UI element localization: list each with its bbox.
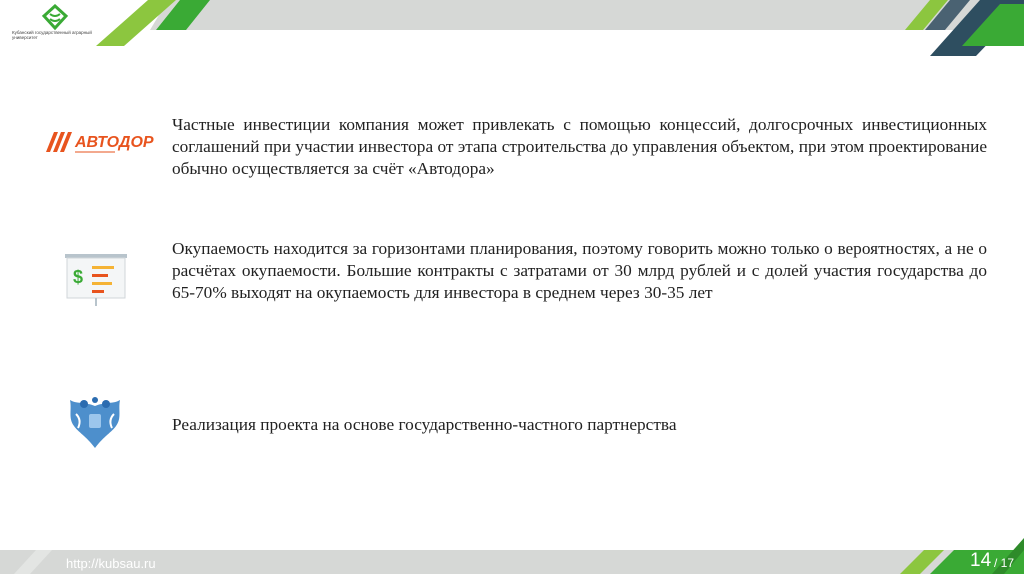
svg-text:$: $ — [73, 267, 84, 287]
row-3-text: Реализация проекта на основе государственно-частного партнерства — [172, 415, 677, 434]
page-number-total: / 17 — [994, 556, 1015, 570]
footer-link[interactable]: http://kubsau.ru — [66, 556, 156, 571]
coat-of-arms-icon — [64, 396, 126, 452]
presentation-board-icon — [64, 253, 128, 307]
avtodor-logo-text: АВТОДОР — [75, 134, 154, 151]
avtodor-logo — [44, 128, 160, 158]
header-decoration — [0, 0, 1024, 56]
university-name: Кубанский государственный аграрный университет — [12, 30, 92, 40]
row-2-text: Окупаемость находится за горизонтами планирования, поэтому говорить можно только о вероятностях, а не о расчётах окупаемости. Большие контракты с затратами от 30 млрд рублей и с долей участия государства до 65-70% выходят на окупаемость для инвестора в среднем через 30-35 лет — [172, 239, 987, 303]
row-1-text: Частные инвестиции компания может привлекать с помощью концессий, долгосрочных инвестиционных соглашений при участии инвестора от этапа строительства до управления объектом, при этом проектирование обычно осуществляется за счёт «Автодора» — [172, 115, 987, 179]
university-logo — [10, 4, 100, 50]
page-number-current: 14 — [970, 550, 992, 571]
